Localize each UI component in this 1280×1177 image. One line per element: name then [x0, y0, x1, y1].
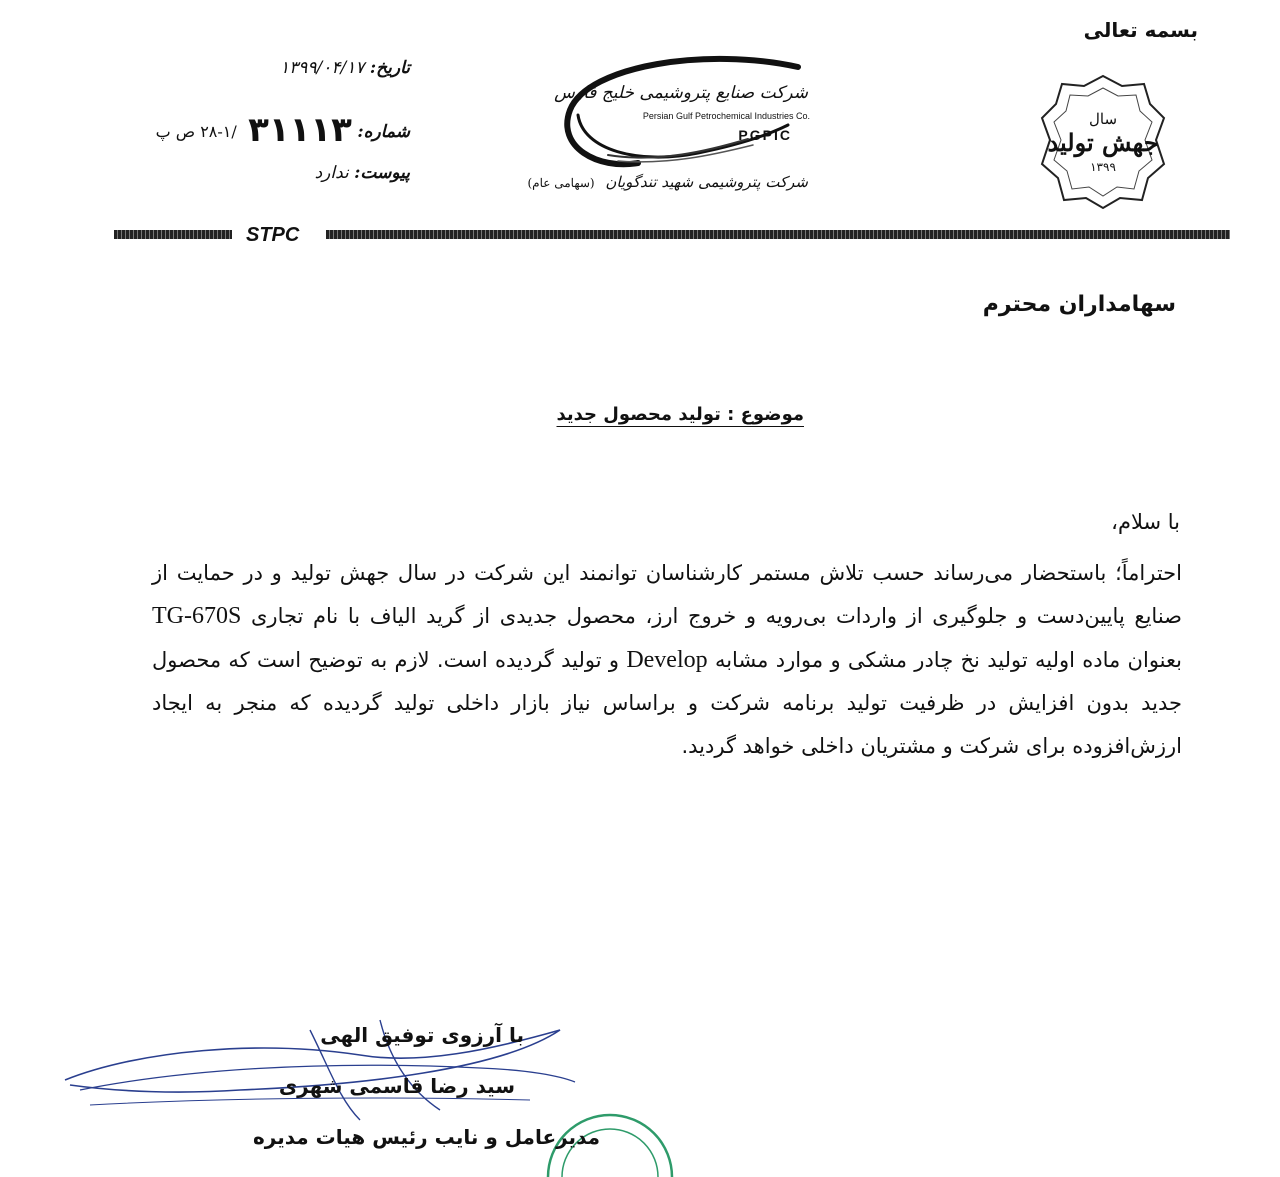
- closing-phrase: با آرزوی توفیق الهی: [320, 1023, 524, 1047]
- badge-line-year-word: سال: [1088, 110, 1118, 128]
- letter-body: [152, 552, 1182, 768]
- body-part-3: و تولید گردیده است. لازم به توضیح است که محصول جدید بدون افزایش در ظرفیت تولید برنامه شرکت و براساس نیاز بازار داخلی تولید گردیده که منجر به ایجاد ارزش‌افزوده برای شرکت و مشتریان داخلی خواهد گردید.: [152, 647, 1182, 759]
- subsidiary-name: [527, 173, 808, 191]
- subsidiary-type: (سهامی عام): [527, 176, 595, 190]
- bismillah-heading: بسمه تعالی: [1083, 18, 1198, 42]
- body-part-2: بعنوان ماده اولیه تولید نخ چادر مشکی و موارد مشابه: [714, 647, 1182, 672]
- header-rule-right: [326, 230, 1230, 239]
- number-label: شماره:: [357, 122, 410, 142]
- header-rule-left: [114, 230, 232, 239]
- number-value: ۳۱۱۱۳: [248, 110, 352, 150]
- product-code: TG-670S: [152, 603, 242, 630]
- subsidiary-name-text: شرکت پتروشیمی شهید تندگویان: [605, 173, 808, 191]
- addressee: سهامداران محترم: [982, 292, 1176, 317]
- signer-title: مدیرعامل و نایب رئیس هیات مدیره: [252, 1125, 600, 1149]
- greeting: با سلام،: [1111, 510, 1180, 534]
- signer-name: سید رضا قاسمی شهری: [278, 1074, 515, 1098]
- subject-line: موضوع : تولید محصول جدید: [556, 404, 804, 425]
- badge-slogan: جهش تولید: [1047, 128, 1159, 157]
- body-part-1: احتراماً؛ باستحضار می‌رساند حسب تلاش مستمر کارشناسان توانمند این شرکت در سال جهش تولید و در حمایت از صنایع پایین‌دست و جلوگیری از واردات بی‌رویه و خروج ارز، محصول جدیدی از گرید الیاف با نام تجاری: [152, 561, 1183, 629]
- company-logo: [527, 55, 828, 205]
- badge-year: ۱۳۹۹: [1090, 160, 1116, 174]
- company-name-en: Persian Gulf Petrochemical Industries Co.: [642, 111, 810, 121]
- letter-date: [280, 58, 410, 78]
- slogan-badge: [1038, 72, 1168, 212]
- date-value: ۱۳۹۹/۰۴/۱۷: [279, 58, 365, 78]
- date-label: تاریخ:: [369, 58, 410, 78]
- develop-word: Develop: [626, 646, 708, 673]
- letter-number: [156, 110, 410, 150]
- company-name-fa: شرکت صنایع پتروشیمی خلیج فارس: [554, 83, 808, 103]
- attachment-value: ندارد: [314, 163, 349, 183]
- rule-label: STPC: [246, 224, 300, 246]
- letter-attachment: [315, 163, 410, 183]
- company-abbr: PGPIC: [738, 127, 792, 143]
- attachment-label: پیوست:: [354, 163, 410, 183]
- number-suffix: /۱-۲۸ ص پ: [155, 122, 237, 141]
